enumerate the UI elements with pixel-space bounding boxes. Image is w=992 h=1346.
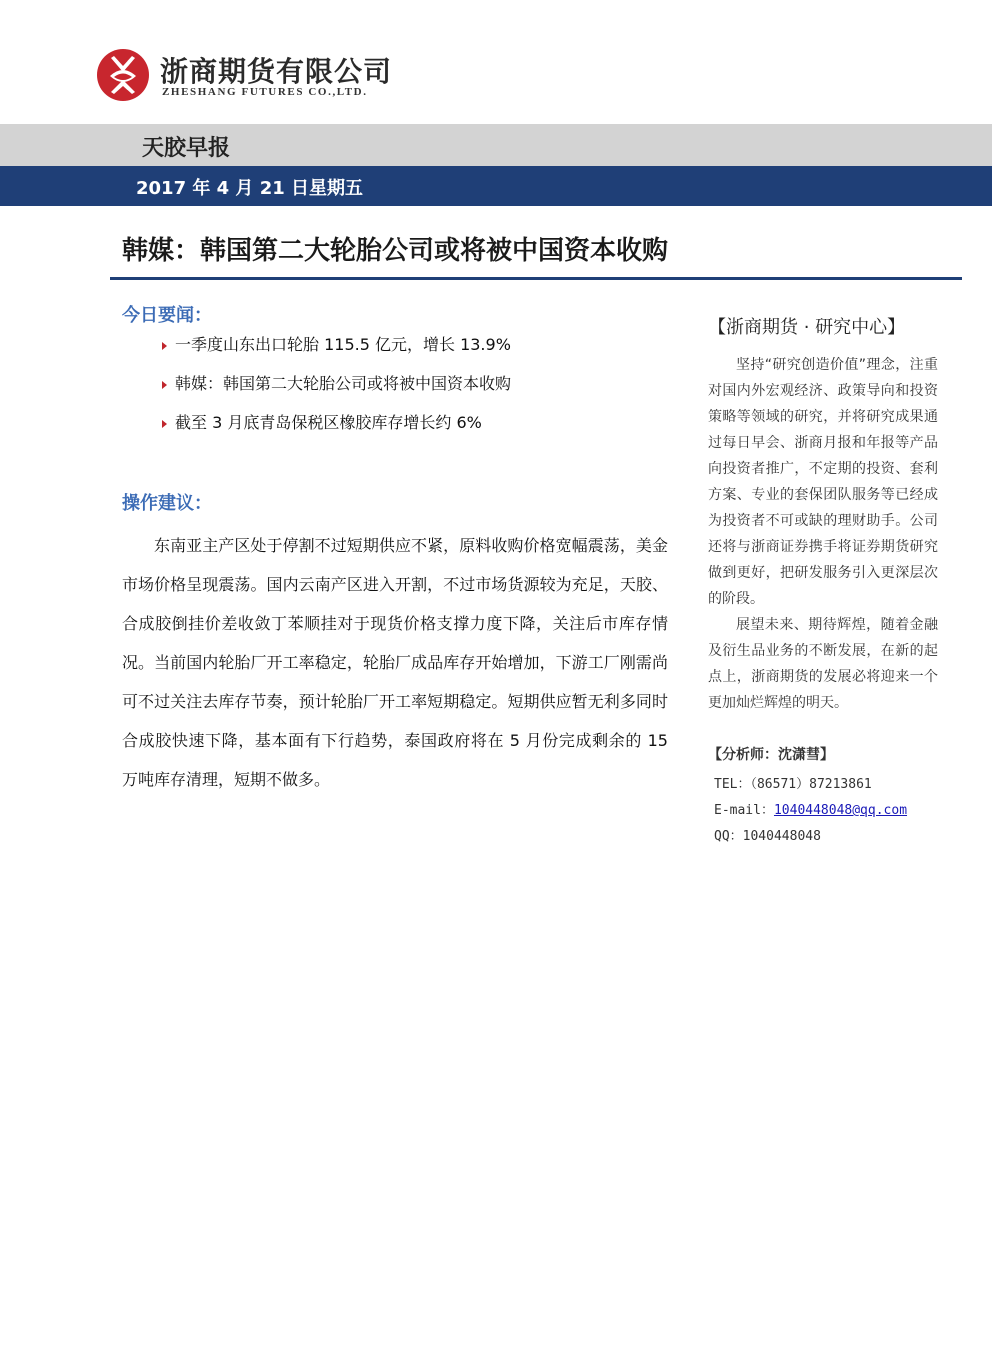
research-center-title: 【浙商期货 · 研究中心】: [708, 317, 906, 338]
contact-tel: [714, 773, 872, 792]
company-name-en: ZHESHANG FUTURES CO.,LTD.: [162, 86, 368, 98]
report-title-band: [0, 124, 992, 166]
news-heading: 今日要闻：: [122, 305, 212, 326]
bullet-triangle-icon: [162, 342, 167, 350]
news-item-text: 韩媒：韩国第二大轮胎公司或将被中国资本收购: [175, 374, 512, 393]
advice-paragraph: 东南亚主产区处于停割不过短期供应不紧，原料收购价格宽幅震荡，美金市场价格呈现震荡。国内云南产区进入开割，不过市场货源较为充足，天胶、合成胶倒挂价差收敛丁苯顺挂对于现货价格支撑力度下降，关注后市库存情况。当前国内轮胎厂开工率稳定，轮胎厂成品库存开始增加，下游工厂刚需尚可不过关注去库存节奏，预计轮胎厂开工率短期稳定。短期供应暂无利多同时合成胶快速下降，基本面有下行趋势，泰国政府将在 5 月份完成剩余的 15 万吨库存清理，短期不做多。: [122, 536, 668, 789]
description-paragraph: 坚持“研究创造价值”理念，注重对国内外宏观经济、政策导向和投资策略等领域的研究，并将研究成果通过每日早会、浙商月报和年报等产品向投资者推广，不定期的投资、套利方案、专业的套保团队服务等已经成为投资者不可或缺的理财助手。公司还将与浙商证券携手将证券期货研究做到更好，把研发服务引入更深层次的阶段。: [708, 357, 938, 607]
company-name-cn: 浙商期货有限公司: [160, 55, 393, 88]
qq-label: QQ：: [714, 829, 743, 844]
news-item: [160, 334, 511, 373]
report-title: 天胶早报: [142, 136, 231, 161]
tel-label: TEL：: [714, 777, 751, 792]
contact-email: [714, 799, 907, 818]
report-date: 2017 年 4 月 21 日星期五: [136, 178, 364, 199]
headline: 韩媒：韩国第二大轮胎公司或将被中国资本收购: [122, 236, 669, 266]
qq-value: 1040448048: [742, 829, 821, 844]
news-item: [160, 412, 511, 451]
news-item: [160, 373, 511, 412]
report-date-band: [0, 166, 992, 206]
bullet-triangle-icon: [162, 420, 167, 428]
research-center-description: [708, 352, 938, 716]
analyst-name: 【分析师：沈潇彗】: [708, 747, 834, 763]
news-list: [160, 334, 511, 451]
advice-heading: 操作建议：: [122, 493, 212, 514]
tel-value: （86571）87213861: [750, 777, 872, 792]
zheshang-logo-icon: [96, 48, 150, 102]
news-item-text: 截至 3 月底青岛保税区橡胶库存增长约 6%: [175, 413, 482, 432]
description-paragraph: 展望未来、期待辉煌，随着金融及衍生品业务的不断发展，在新的起点上，浙商期货的发展必将迎来一个更加灿烂辉煌的明天。: [708, 617, 938, 711]
headline-divider: [110, 277, 962, 280]
email-label: E-mail：: [714, 803, 774, 818]
bullet-triangle-icon: [162, 381, 167, 389]
email-link[interactable]: 1040448048@qq.com: [773, 803, 908, 818]
contact-qq: [714, 825, 821, 844]
news-item-text: 一季度山东出口轮胎 115.5 亿元，增长 13.9%: [175, 335, 511, 354]
company-logo: [96, 46, 393, 106]
